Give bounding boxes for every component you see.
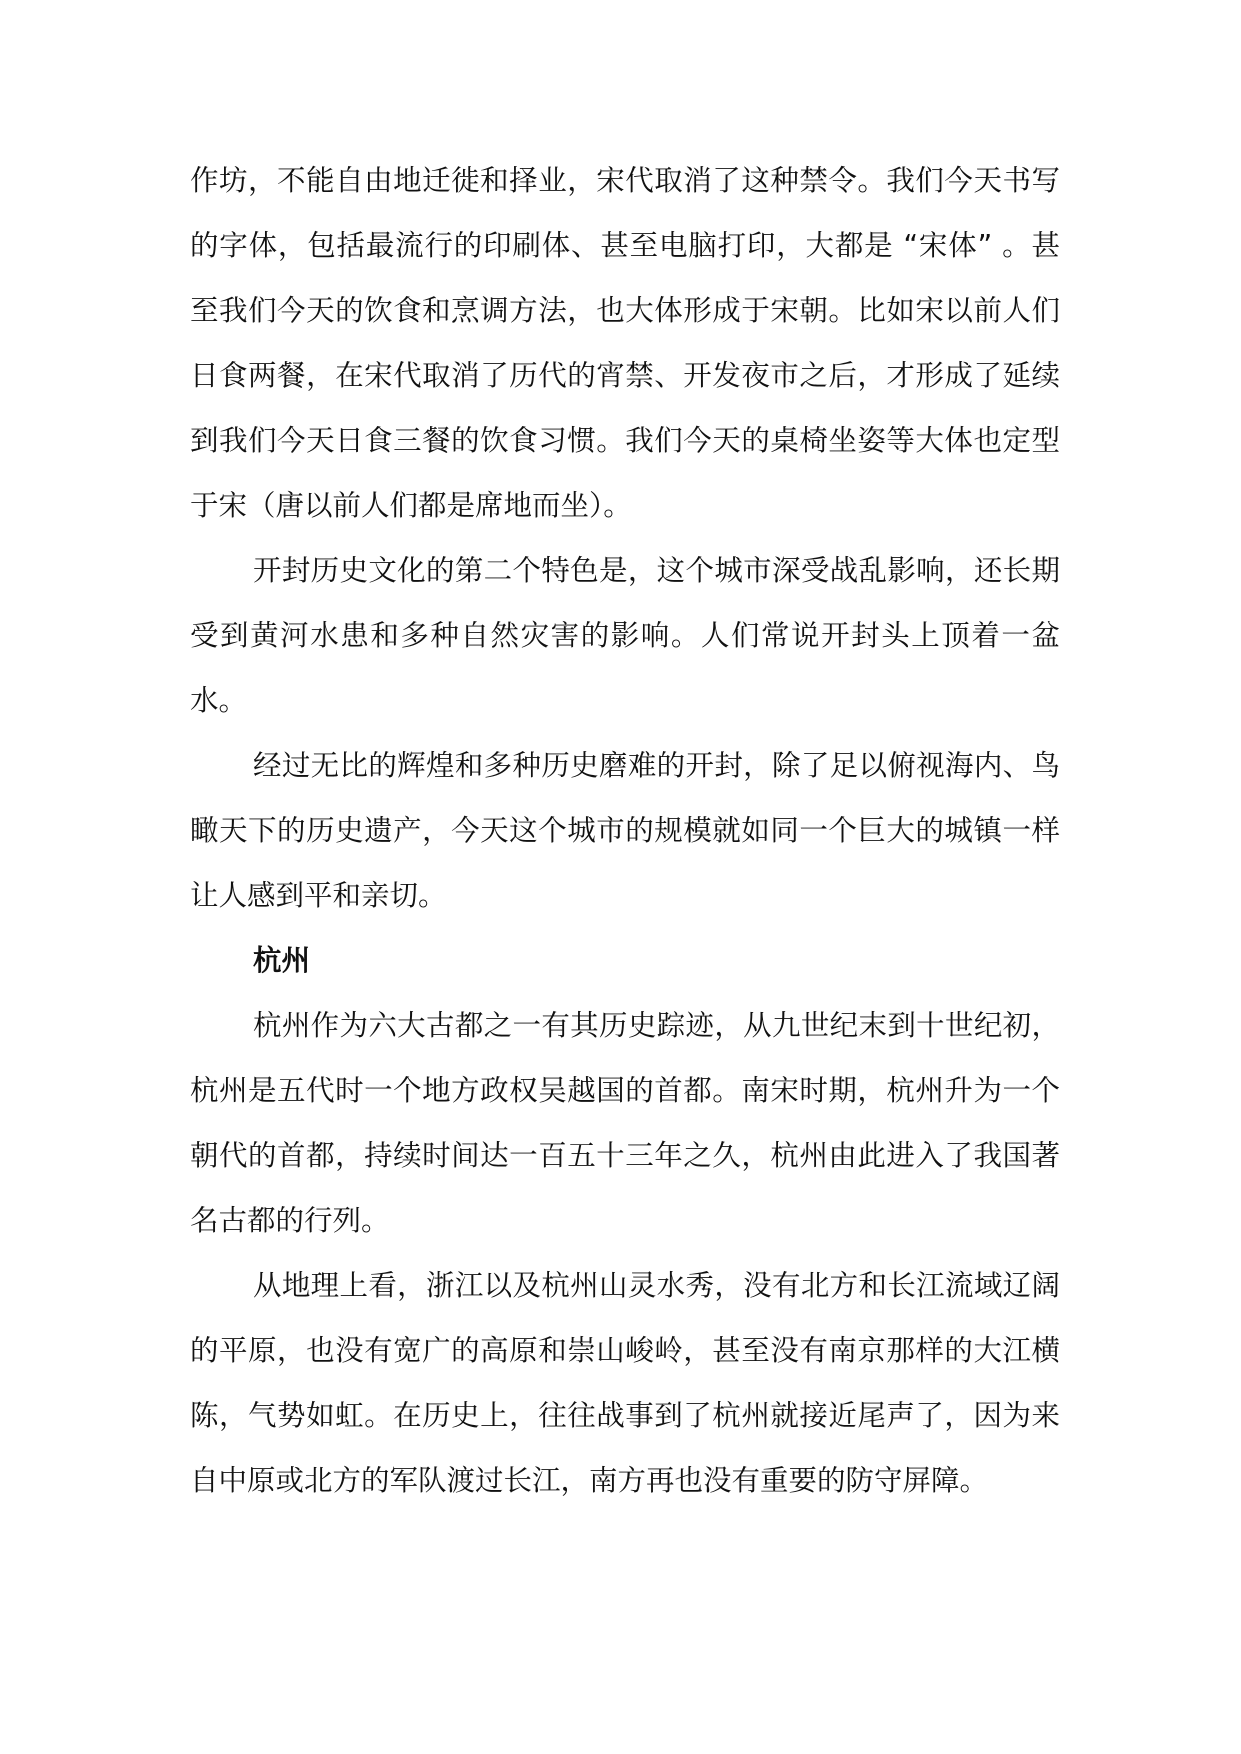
- paragraph-hangzhou-history: 杭州作为六大古都之一有其历史踪迹，从九世纪末到十世纪初，杭州是五代时一个地方政权吴越国的首都。南宋时期，杭州升为一个朝代的首都，持续时间达一百五十三年之久，杭州由此进入了我国著名古都的行列。: [190, 1009, 1060, 1237]
- section-heading-hangzhou: 杭州: [253, 944, 311, 977]
- document-body: [190, 148, 1060, 1513]
- paragraph-continued: 作坊，不能自由地迁徙和择业，宋代取消了这种禁令。我们今天书写的字体，包括最流行的印刷体、甚至电脑打印，大都是 “宋体” 。甚至我们今天的饮食和烹调方法，也大体形成于宋朝。比如宋以前人们日食两餐，在宋代取消了历代的宵禁、开发夜市之后，才形成了延续到我们今天日食三餐的饮食习惯。我们今天的桌椅坐姿等大体也定型于宋（唐以前人们都是席地而坐）。: [190, 164, 1060, 522]
- paragraph-kaifeng-second-feature: 开封历史文化的第二个特色是，这个城市深受战乱影响，还长期受到黄河水患和多种自然灾害的影响。人们常说开封头上顶着一盆水。: [190, 554, 1060, 717]
- paragraph-kaifeng-summary: 经过无比的辉煌和多种历史磨难的开封，除了足以俯视海内、鸟瞰天下的历史遗产，今天这个城市的规模就如同一个巨大的城镇一样让人感到平和亲切。: [190, 749, 1060, 912]
- paragraph-hangzhou-geography: 从地理上看，浙江以及杭州山灵水秀，没有北方和长江流域辽阔的平原，也没有宽广的高原和崇山峻岭，甚至没有南京那样的大江横陈，气势如虹。在历史上，往往战事到了杭州就接近尾声了，因为来自中原或北方的军队渡过长江，南方再也没有重要的防守屏障。: [190, 1269, 1060, 1497]
